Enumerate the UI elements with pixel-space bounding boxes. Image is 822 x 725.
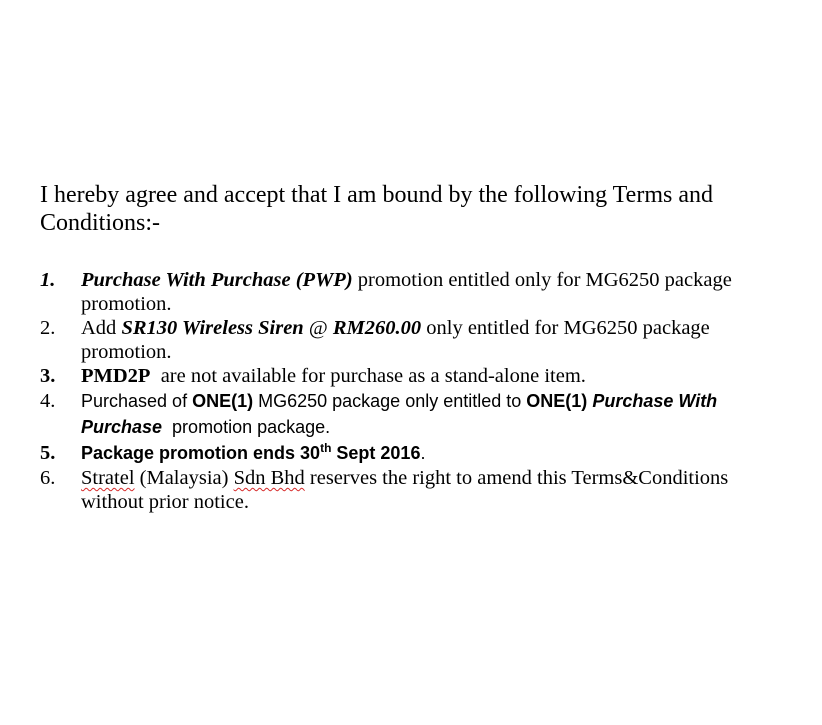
term-emphasis: Sept 2016 xyxy=(331,443,421,463)
term-text xyxy=(81,268,780,316)
term-number: 4. xyxy=(40,390,56,412)
term-number: 6. xyxy=(40,467,56,489)
term-item-3 xyxy=(40,364,780,388)
term-item-5 xyxy=(40,440,780,466)
term-emphasis: RM260.00 xyxy=(332,317,422,339)
term-text-part: Purchased of xyxy=(81,391,193,411)
term-emphasis: Purchase With Purchase xyxy=(81,391,718,437)
terms-list xyxy=(40,268,780,514)
term-text-part: promotion entitled only for MG6250 package promotion. xyxy=(81,269,732,315)
term-number: 1. xyxy=(40,269,56,291)
term-text xyxy=(81,316,780,364)
term-item-2 xyxy=(40,316,780,364)
term-number: 5. xyxy=(40,442,56,464)
term-item-1 xyxy=(40,268,780,316)
term-number: 2. xyxy=(40,317,56,339)
term-emphasis: ONE(1) xyxy=(192,391,254,411)
term-item-6 xyxy=(40,466,780,514)
term-text-part: reserves the right to amend this Terms&Conditions without prior notice. xyxy=(81,467,729,513)
term-text xyxy=(81,388,780,440)
term-text-part: MG6250 package only entitled to xyxy=(253,391,527,411)
term-text xyxy=(81,364,780,388)
term-text-part: are not available for purchase as a stand-alone item. xyxy=(150,365,586,387)
term-text-part: Add xyxy=(81,317,122,339)
term-text-part: (Malaysia) xyxy=(134,467,234,489)
term-item-4 xyxy=(40,388,780,440)
ordinal-suffix: th xyxy=(320,441,332,455)
term-text xyxy=(81,440,780,466)
term-emphasis: SR130 Wireless Siren xyxy=(121,317,304,339)
term-emphasis: Purchase With Purchase (PWP) xyxy=(81,269,353,291)
term-text xyxy=(81,466,780,514)
term-text-part: @ xyxy=(303,317,333,339)
spellcheck-word: Sdn Bhd xyxy=(233,467,305,489)
intro-paragraph: I hereby agree and accept that I am bound by the following Terms and Conditions:- xyxy=(40,182,713,236)
term-emphasis: PMD2P xyxy=(81,365,151,387)
term-emphasis: ONE(1) xyxy=(526,391,588,411)
term-text-part: promotion package. xyxy=(162,417,331,437)
spellcheck-word: Stratel xyxy=(81,467,135,489)
term-text-part: only entitled for MG6250 package promotion. xyxy=(81,317,710,363)
term-text-part: . xyxy=(420,443,426,463)
term-number: 3. xyxy=(40,365,56,387)
term-emphasis: Package promotion ends 30 xyxy=(81,443,321,463)
